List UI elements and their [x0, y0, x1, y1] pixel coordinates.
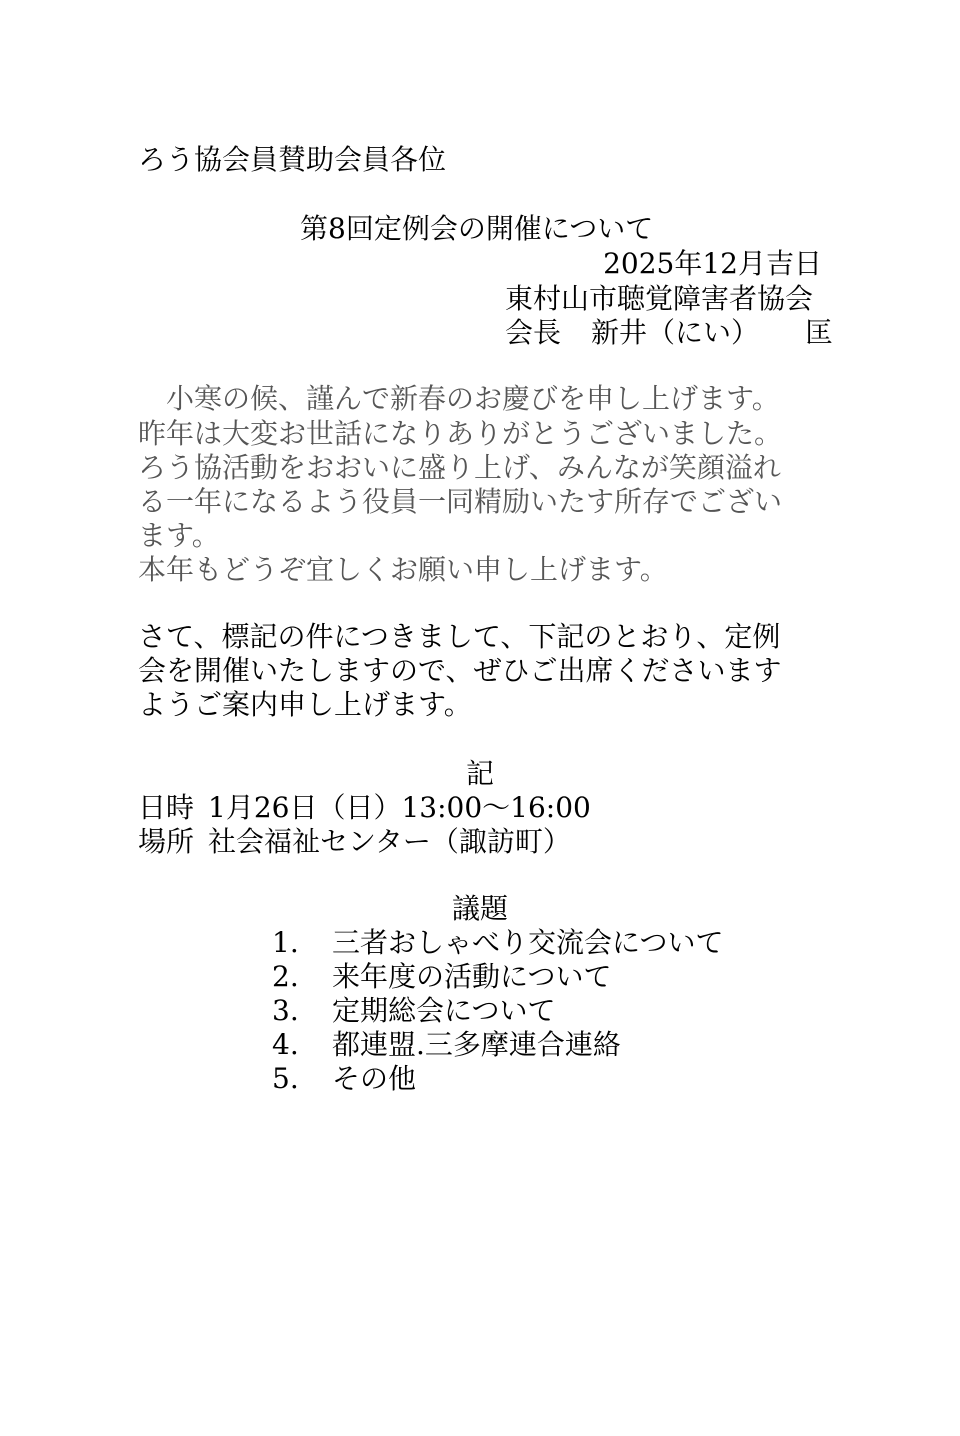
issue-date: 2025年12月吉日: [603, 247, 822, 280]
greeting-line: 昨年は大変お世話になりありがとうございました。: [138, 417, 783, 450]
datetime-value: 1月26日（日）13:00〜16:00: [208, 791, 591, 824]
addressee: ろう協会員賛助会員各位: [138, 143, 447, 176]
ki-heading: 記: [465, 757, 494, 790]
agenda-number: 5.: [272, 1062, 299, 1095]
agenda-text: その他: [332, 1062, 417, 1095]
body-line: さて、標記の件につきまして、下記のとおり、定例: [138, 620, 781, 653]
sender-name: 新井（にい）: [591, 316, 760, 349]
datetime-line: [138, 791, 591, 825]
place-value: 社会福祉センター（諏訪町）: [208, 825, 571, 858]
agenda-number: 4.: [272, 1028, 299, 1061]
place-label: 場所: [138, 825, 195, 858]
agenda-text: 都連盟.三多摩連合連絡: [332, 1028, 621, 1061]
place-line: [138, 825, 571, 859]
body-line: ようご案内申し上げます。: [138, 688, 472, 721]
agenda-number: 3.: [272, 994, 299, 1027]
greeting-line: ろう協活動をおおいに盛り上げ、みんなが笑顔溢れ: [138, 451, 781, 484]
greeting-line: る一年になるよう役員一同精励いたす所存でござい: [138, 485, 783, 518]
greeting-line: 小寒の候、謹んで新春のお慶びを申し上げます。: [138, 382, 780, 415]
document-title: 第8回定例会の開催について: [300, 212, 654, 245]
organization-name: 東村山市聴覚障害者協会: [505, 282, 814, 315]
agenda-number: 1.: [272, 926, 299, 959]
agenda-number: 2.: [272, 960, 299, 993]
agenda-text: 三者おしゃべり交流会について: [332, 926, 724, 959]
greeting-line: 本年もどうぞ宜しくお願い申し上げます。: [138, 553, 668, 586]
agenda-text: 定期総会について: [332, 994, 556, 1027]
datetime-label: 日時: [138, 791, 195, 824]
sender-seal: 匡: [805, 316, 834, 349]
agenda-heading: 議題: [451, 892, 508, 925]
body-line: 会を開催いたしますので、ぜひご出席くださいます: [138, 654, 782, 687]
sender-line: [505, 316, 833, 350]
greeting-line: ます。: [138, 519, 220, 552]
sender-role: 会長: [505, 316, 562, 349]
agenda-text: 来年度の活動について: [332, 960, 612, 993]
